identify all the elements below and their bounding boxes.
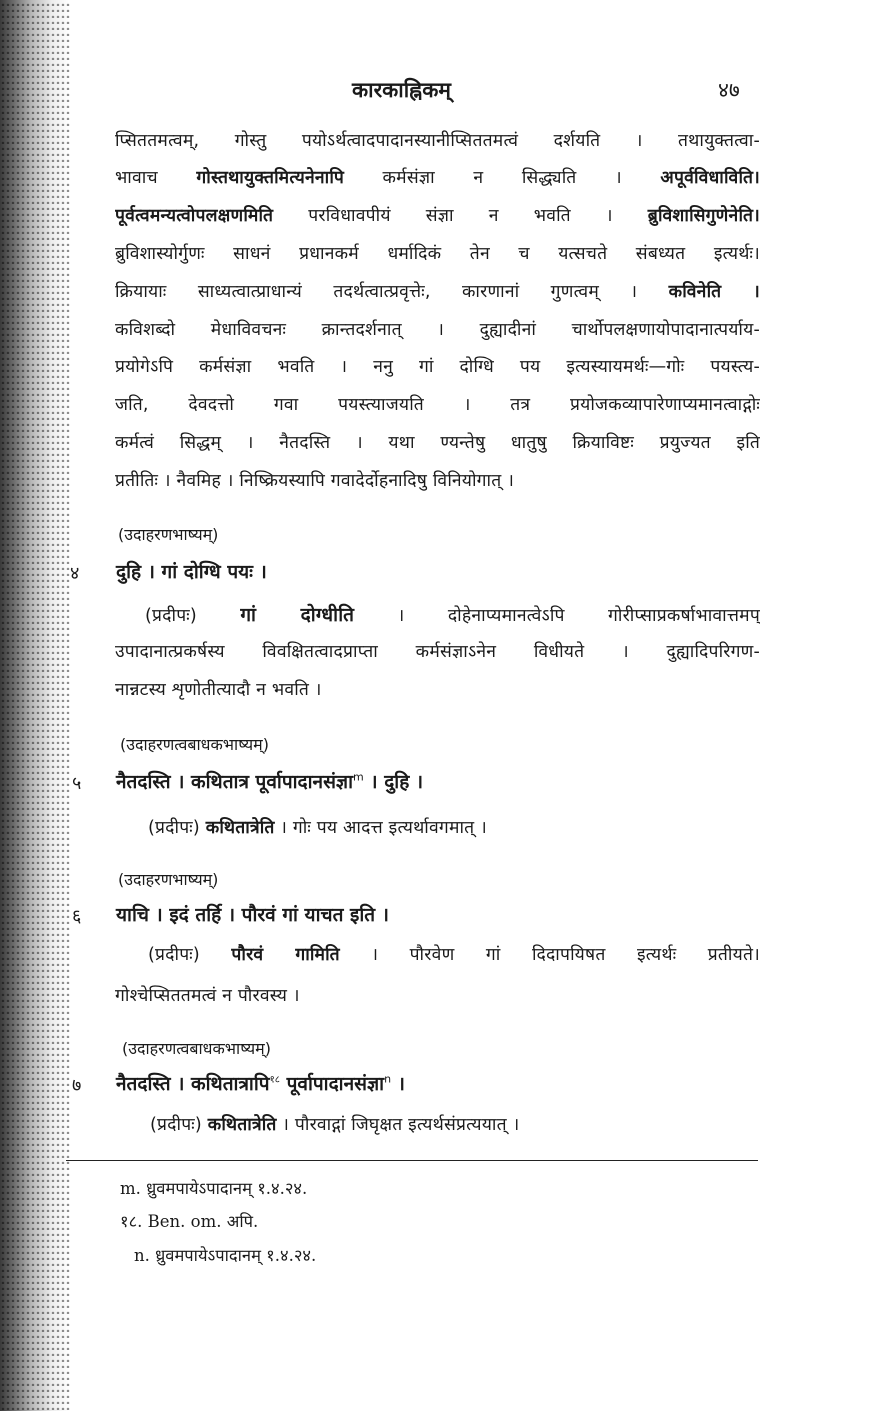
text: । पौरवाद्गां जिघृक्षत इत्यर्थसंप्रत्ययात् ।	[282, 1115, 520, 1135]
section-number: ५	[72, 773, 82, 794]
section-number: ४	[70, 563, 80, 584]
pradipa-line-1	[148, 815, 487, 839]
para1-line-3	[115, 203, 760, 233]
para1-line-8: जति, देवदत्तो गवा पयस्त्याजयति । तत्र प्रयोजकव्यापारेणाप्यमानत्वाद्गोः	[115, 395, 760, 415]
section-label: (उदाहरणभाष्यम्)	[118, 525, 219, 544]
text: । दोहेनाप्यमानत्वेऽपि गोरीप्साप्रकर्षाभावात्तमप्	[397, 606, 760, 626]
running-header-title: कारकाह्निकम्	[352, 78, 451, 102]
para1-line-6: कविशब्दो मेधाविवचनः क्रान्तदर्शनात् । दुह्यादीनां चार्थोपलक्षणायोपादानात्पर्याय-	[115, 320, 760, 340]
text: । गोः पय आदत्त इत्यर्थावगमात् ।	[280, 818, 487, 838]
pradipa-line-3: नान्नटस्य शृणोतीत्यादौ न भवति ।	[115, 680, 322, 700]
pradipa-line-2: गोश्चेप्सिततमत्वं न पौरवस्य ।	[115, 986, 300, 1006]
para1-line-9: कर्मत्वं सिद्धम् । नैतदस्ति । यथा ण्यन्तेषु धातुषु क्रियाविष्टः प्रयुज्यत इति	[115, 433, 760, 453]
lemma-text: अपूर्वविधाविति।	[660, 168, 760, 188]
text: परविधावपीयं संज्ञा न भवति ।	[308, 206, 613, 226]
lemma-text: कविनेति ।	[668, 282, 760, 302]
text: ।	[391, 1073, 405, 1095]
lemma-text: कथितात्रेति	[207, 1115, 277, 1135]
section-label: (उदाहरणत्वबाधकभाष्यम्)	[122, 1039, 271, 1058]
pradipa-line-1	[150, 1112, 519, 1136]
bhashya-text	[116, 768, 423, 794]
para1-line-7: प्रयोगेऽपि कर्मसंज्ञा भवति । ननु गां दोग्धि पय इत्यस्यायमर्थः—गोः पयस्त्य-	[115, 357, 760, 377]
pradipa-label: (प्रदीपः)	[148, 818, 200, 838]
section-label: (उदाहरणत्वबाधकभाष्यम्)	[120, 735, 269, 754]
lemma-text: पूर्वत्वमन्यत्वोपलक्षणमिति	[115, 206, 274, 226]
footnote-marker: m	[353, 770, 364, 784]
page-number: ४७	[718, 78, 740, 102]
text: भावाच	[115, 168, 158, 188]
lemma-text: ब्रुविशासिगुणेनेति।	[647, 206, 760, 226]
para1-line-4: ब्रुविशास्योर्गुणः साधनं प्रधानकर्म धर्मादिकं तेन च यत्सचते संबध्यत इत्यर्थः।	[115, 244, 760, 264]
footnote-marker: n	[384, 1072, 392, 1086]
para1-line-2	[115, 165, 760, 195]
text: नैतदस्ति । कथितात्र पूर्वापादानसंज्ञा	[116, 771, 354, 793]
lemma-text: कथितात्रेति	[205, 818, 275, 838]
footnote-marker: १८	[269, 1074, 280, 1086]
text: क्रियायाः साध्यत्वात्प्राधान्यं तदर्थत्वात्प्रवृत्तेः, कारणानां गुणत्वम् ।	[115, 282, 638, 302]
pradipa-label: (प्रदीपः)	[148, 945, 200, 965]
text: कर्मसंज्ञा न सिद्ध्यति ।	[382, 168, 622, 188]
pradipa-label: (प्रदीपः)	[145, 606, 197, 626]
para1-line-5	[115, 279, 760, 309]
footnote-divider	[66, 1160, 758, 1161]
lemma-text: गोस्तथायुक्तमित्यनेनापि	[196, 168, 344, 188]
pradipa-line-1	[145, 601, 760, 631]
pradipa-label: (प्रदीपः)	[150, 1115, 202, 1135]
text: । दुहि ।	[363, 771, 424, 793]
bhashya-text: दुहि । गां दोग्धि पयः ।	[116, 561, 267, 583]
para1-line-10: प्रतीतिः । नैवमिह । निष्क्रियस्यापि गवादेर्दोहनादिषु विनियोगात् ।	[115, 471, 515, 491]
lemma-text: पौरवं गामिति	[231, 945, 340, 965]
lemma-text: गां दोग्धीति	[240, 604, 355, 626]
bhashya-text	[116, 1070, 405, 1096]
pradipa-line-2: उपादानात्प्रकर्षस्य विवक्षितत्वादप्राप्ता कर्मसंज्ञाऽनेन विधीयते । दुह्यादिपरिगण-	[115, 642, 760, 662]
text: । पौरवेण गां दिदापयिषत इत्यर्थः प्रतीयते।	[371, 945, 760, 965]
text: नैतदस्ति । कथितात्रापि	[116, 1073, 270, 1095]
footnote: n. ध्रुवमपायेऽपादानम् १.४.२४.	[134, 1246, 317, 1265]
section-number: ७	[72, 1075, 82, 1096]
pradipa-line-1	[148, 942, 760, 972]
section-number: ६	[72, 906, 82, 927]
footnote: १८. Ben. om. अपि.	[120, 1212, 259, 1231]
section-label: (उदाहरणभाष्यम्)	[118, 870, 219, 889]
text: पूर्वापादानसंज्ञा	[279, 1073, 385, 1095]
footnote: m. ध्रुवमपायेऽपादानम् १.४.२४.	[120, 1179, 308, 1198]
bhashya-text: याचि । इदं तर्हि । पौरवं गां याचत इति ।	[116, 904, 389, 926]
para1-line-1: प्सिततमत्वम्, गोस्तु पयोऽर्थत्वादपादानस्यानीप्सिततमत्वं दर्शयति । तथायुक्तत्वा-	[115, 131, 760, 151]
